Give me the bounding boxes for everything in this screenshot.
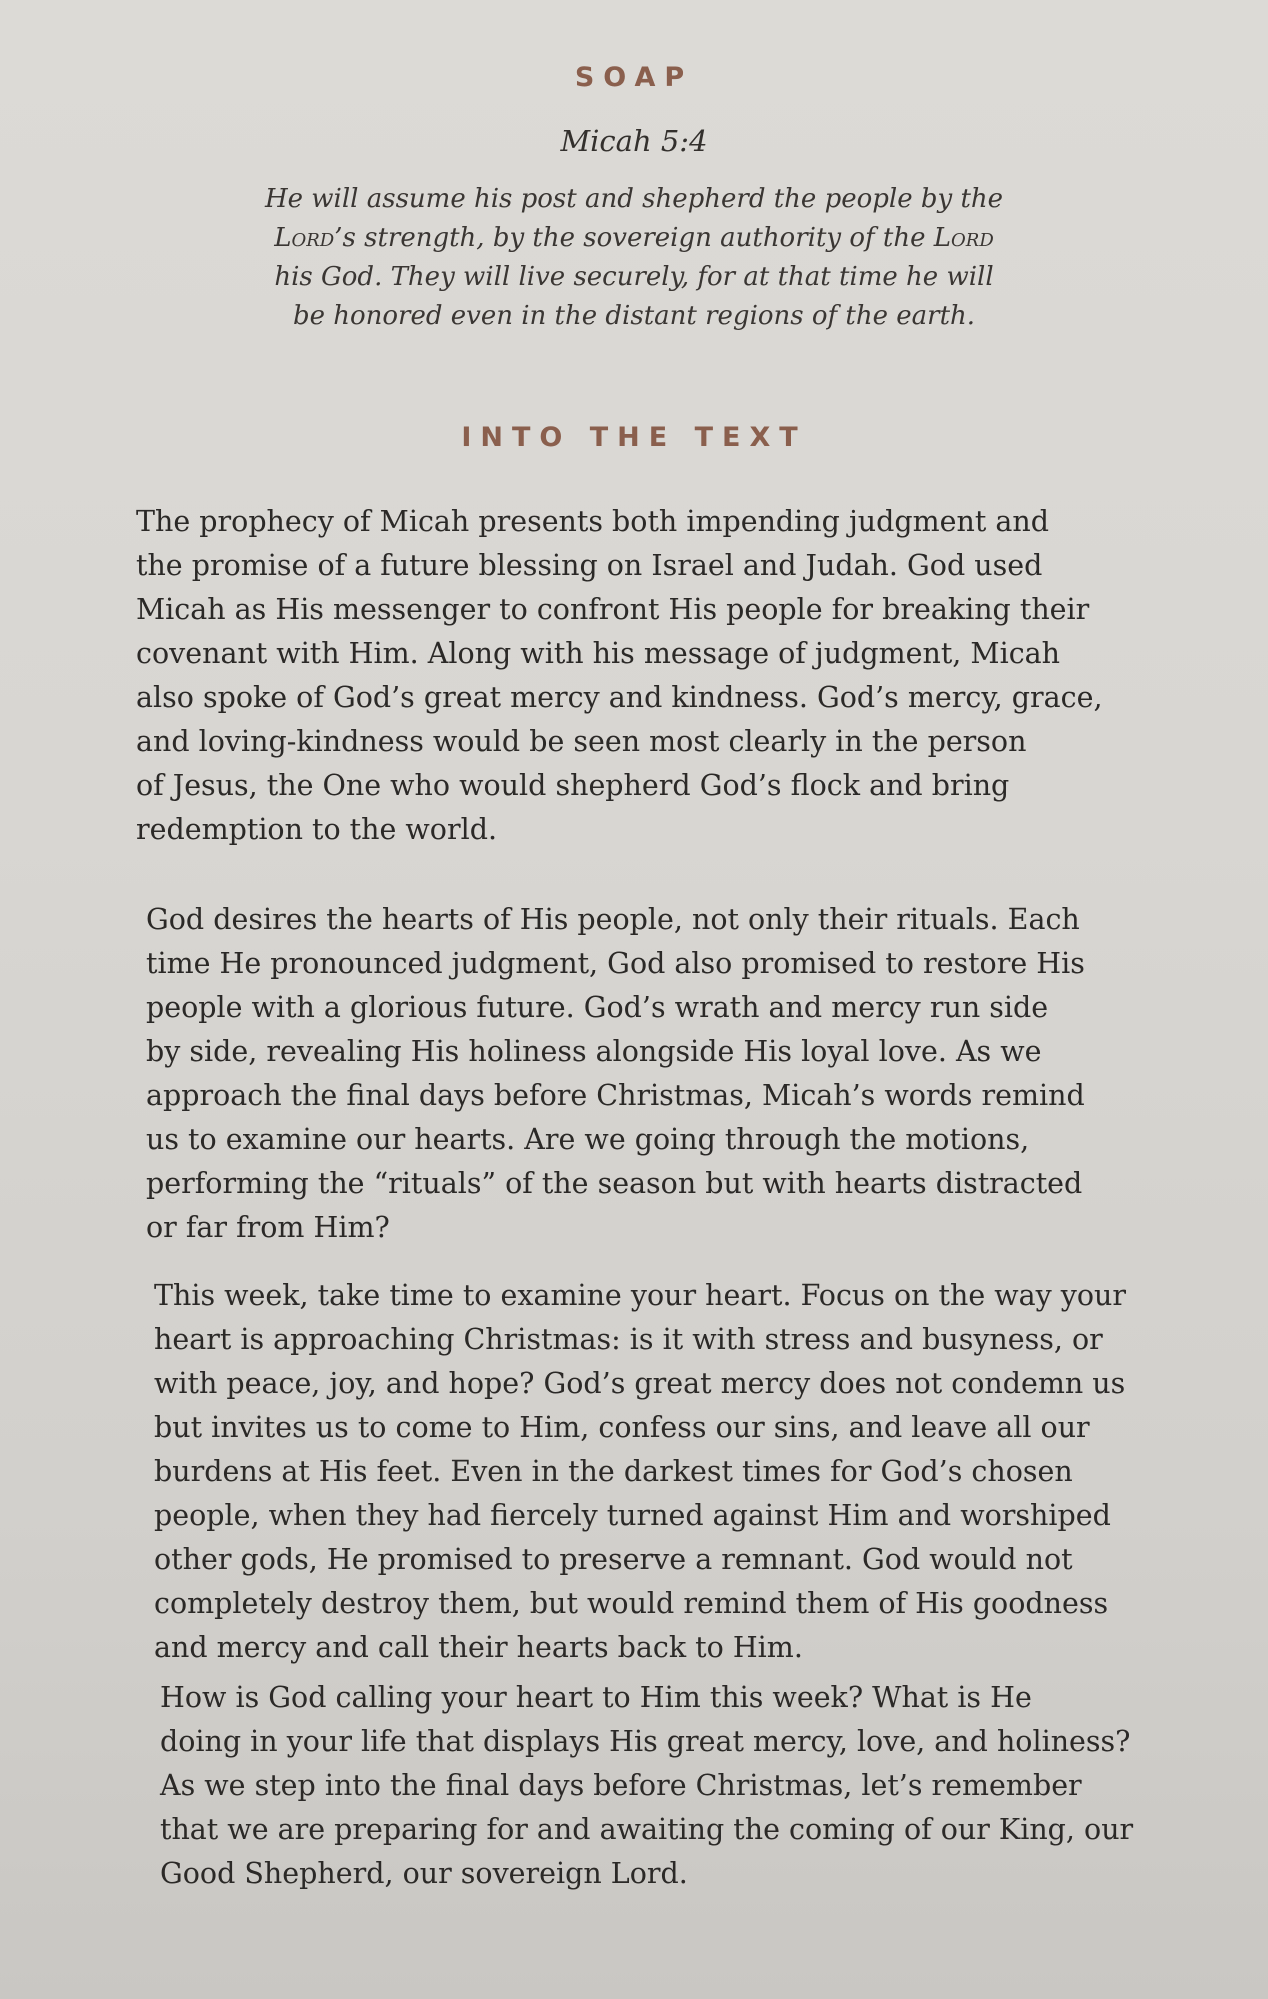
paragraph-line: or far from Him? (146, 1211, 390, 1244)
verse-line: his God. They will live securely, for at that time he will (274, 262, 994, 292)
paragraph-line: How is God calling your heart to Him this week? What is He (160, 1681, 1032, 1714)
paragraph-line: that we are preparing for and awaiting the coming of our King, our (160, 1813, 1134, 1846)
paragraph-line: Micah as His messenger to confront His people for breaking their (136, 593, 1090, 626)
paragraph-line: the promise of a future blessing on Israel and Judah. God used (136, 549, 1043, 582)
paragraph-line: redemption to the world. (136, 813, 498, 846)
verse-line: Lord’s strength, by the sovereign authority of the Lord (274, 223, 994, 253)
paragraph (160, 1676, 1134, 1896)
verse-line: be honored even in the distant regions of the earth. (292, 301, 976, 331)
paragraph-line: doing in your life that displays His great mercy, love, and holiness? (160, 1725, 1131, 1758)
paragraph-line: people, when they had fiercely turned against Him and worshiped (154, 1499, 1111, 1532)
scripture-verse (200, 180, 1068, 336)
paragraph-line: and mercy and call their hearts back to Him. (154, 1631, 803, 1664)
paragraph-line: covenant with Him. Along with his message of judgment, Micah (136, 637, 1061, 670)
paragraph-line: performing the “rituals” of the season but with hearts distracted (146, 1167, 1083, 1200)
paragraph-line: The prophecy of Micah presents both impending judgment and (136, 505, 1049, 538)
paragraph-line: completely destroy them, but would remind them of His goodness (154, 1587, 1109, 1620)
paragraph-line: As we step into the final days before Christmas, let’s remember (160, 1769, 1082, 1802)
paragraph-line: by side, revealing His holiness alongside His loyal love. As we (146, 1035, 1042, 1068)
paragraph (154, 1274, 1126, 1670)
paragraph-line: but invites us to come to Him, confess our sins, and leave all our (154, 1411, 1090, 1444)
scripture-reference: Micah 5:4 (560, 124, 708, 158)
paragraph-line: us to examine our hearts. Are we going through the motions, (146, 1123, 1030, 1156)
paragraph-line: Good Shepherd, our sovereign Lord. (160, 1857, 688, 1890)
verse-line: He will assume his post and shepherd the people by the (264, 184, 1004, 214)
lord-small-caps: Lord (933, 223, 994, 253)
paragraph-line: other gods, He promised to preserve a remnant. God would not (154, 1543, 1073, 1576)
paragraph-line: time He pronounced judgment, God also promised to restore His (146, 947, 1085, 980)
paragraph-line: heart is approaching Christmas: is it with stress and busyness, or (154, 1323, 1103, 1356)
paragraph-line: also spoke of God’s great mercy and kindness. God’s mercy, grace, (136, 681, 1103, 714)
paragraph-line: approach the final days before Christmas, Micah’s words remind (146, 1079, 1085, 1112)
paragraph-line: burdens at His feet. Even in the darkest times for God’s chosen (154, 1455, 1073, 1488)
paragraph (146, 898, 1136, 1250)
lord-small-caps: Lord (274, 223, 335, 253)
paragraph-line: God desires the hearts of His people, not only their rituals. Each (146, 903, 1080, 936)
paragraph-line: people with a glorious future. God’s wrath and mercy run side (146, 991, 1049, 1024)
paragraph-line: and loving-kindness would be seen most clearly in the person (136, 725, 1027, 758)
paragraph-line: with peace, joy, and hope? God’s great mercy does not condemn us (154, 1367, 1126, 1400)
paragraph-line: of Jesus, the One who would shepherd God’s flock and bring (136, 769, 1010, 802)
into-the-text-heading: INTO THE TEXT (461, 422, 807, 453)
paragraph (136, 500, 1146, 852)
soap-heading: SOAP (574, 62, 694, 93)
paragraph-line: This week, take time to examine your heart. Focus on the way your (154, 1279, 1127, 1312)
